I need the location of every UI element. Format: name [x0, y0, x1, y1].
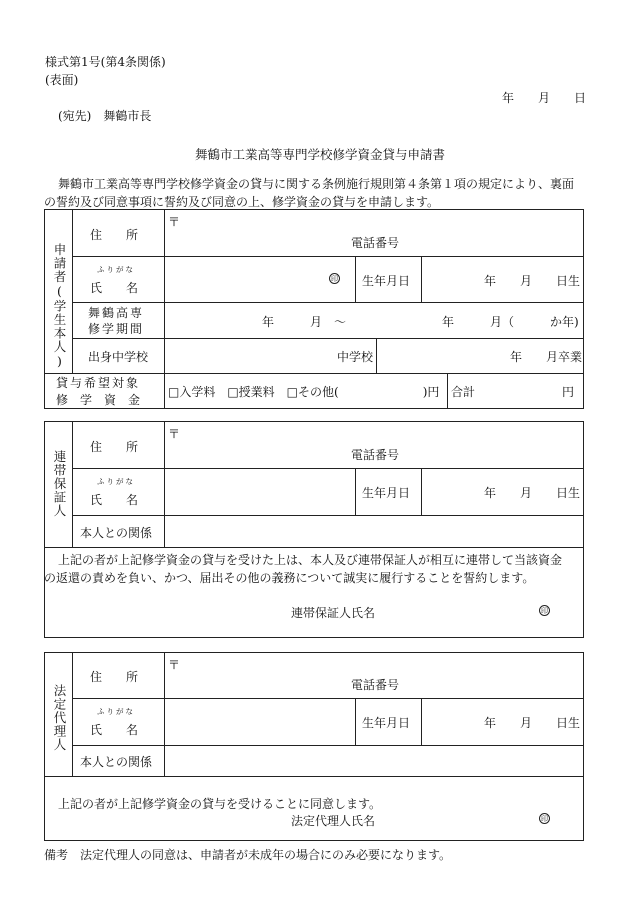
intro-line-1: 舞鶴市工業高等専門学校修学資金の貸与に関する条例施行規則第４条第１項の規定により、裏面 — [58, 177, 575, 191]
period-label-2: 修学期間 — [88, 322, 145, 336]
applicant-section-label: 申請者(学生本人) — [52, 243, 67, 370]
applicant-name-input[interactable] — [168, 260, 323, 298]
representative-relation-input[interactable] — [168, 749, 578, 773]
applicant-address-label: 住 所 — [90, 228, 139, 242]
study-period-value[interactable]: 年 月 〜 年 月（ か年) — [262, 315, 579, 329]
form-number: 様式第1号(第4条関係) — [45, 55, 166, 69]
guarantor-postal-mark: 〒 — [168, 427, 181, 441]
representative-birth-value[interactable]: 年 月 日生 — [484, 716, 581, 730]
representative-section-label: 法定代理人 — [52, 684, 67, 752]
school-suffix: 中学校 — [337, 350, 374, 364]
footer-note: 備考 法定代理人の同意は、申請者が未成年の場合にのみ必要になります。 — [44, 848, 452, 862]
guarantor-seal: 印 — [541, 607, 548, 615]
guarantor-address-label: 住 所 — [90, 440, 139, 454]
loan-options[interactable]: □入学料 □授業料 □その他( )円 — [168, 385, 440, 399]
guarantor-sign-label: 連帯保証人氏名 — [291, 606, 376, 620]
applicant-postal-mark: 〒 — [168, 215, 181, 229]
addressee: (宛先) 舞鶴市長 — [58, 109, 152, 123]
guarantor-phone-label: 電話番号 — [351, 448, 400, 462]
representative-name-label: 氏 名 — [90, 723, 139, 737]
representative-birth-label: 生年月日 — [362, 716, 411, 730]
representative-postal-mark: 〒 — [168, 658, 181, 672]
guarantor-section-label: 連帯保証人 — [52, 450, 67, 518]
guarantor-pledge-line-1: 上記の者が上記修学資金の貸与を受けた上は、本人及び連帯保証人が相互に連帯して当該資金 — [58, 553, 563, 567]
guarantor-pledge-line-2: の返還の責めを負い、かつ、届出その他の義務について誠実に履行することを誓約します。 — [44, 571, 535, 585]
guarantor-relation-label: 本人との関係 — [80, 526, 153, 540]
school-input[interactable] — [168, 342, 328, 370]
guarantor-name-label: 氏 名 — [90, 493, 139, 507]
representative-sign-label: 法定代理人氏名 — [291, 814, 376, 828]
applicant-name-label: 氏 名 — [90, 281, 139, 295]
guarantor-relation-input[interactable] — [168, 519, 578, 543]
school-label: 出身中学校 — [88, 350, 149, 364]
side-label: (表面) — [45, 73, 79, 87]
applicant-phone-label: 電話番号 — [351, 236, 400, 250]
representative-name-input[interactable] — [168, 702, 351, 741]
representative-relation-label: 本人との関係 — [80, 755, 153, 769]
date-field[interactable]: 年 月 日 — [502, 91, 587, 105]
guarantor-sign-input[interactable] — [385, 600, 535, 622]
representative-address-label: 住 所 — [90, 670, 139, 684]
applicant-birth-label: 生年月日 — [362, 274, 411, 288]
loan-label-1: 貸与希望対象 — [56, 376, 141, 390]
total-unit: 円 — [562, 385, 575, 399]
representative-furigana: ふりがな — [97, 707, 135, 716]
loan-label-2: 修 学 資 金 — [56, 393, 141, 407]
total-label: 合計 — [451, 385, 476, 399]
guarantor-birth-value[interactable]: 年 月 日生 — [484, 486, 581, 500]
intro-line-2: の誓約及び同意事項に誓約及び同意の上、修学資金の貸与を申請します。 — [44, 195, 440, 209]
page-title: 舞鶴市工業高等専門学校修学資金貸与申請書 — [195, 147, 446, 162]
guarantor-birth-label: 生年月日 — [362, 486, 411, 500]
representative-sign-input[interactable] — [385, 808, 535, 830]
applicant-birth-value[interactable]: 年 月 日生 — [484, 274, 581, 288]
applicant-furigana: ふりがな — [97, 265, 135, 274]
graduation-value[interactable]: 年 月卒業 — [510, 350, 583, 364]
guarantor-name-input[interactable] — [168, 472, 351, 511]
period-label-1: 舞鶴高専 — [88, 306, 145, 320]
representative-seal: 印 — [541, 815, 548, 823]
guarantor-furigana: ふりがな — [97, 477, 135, 486]
representative-phone-label: 電話番号 — [351, 678, 400, 692]
representative-consent: 上記の者が上記修学資金の貸与を受けることに同意します。 — [58, 797, 382, 811]
applicant-seal: 印 — [331, 275, 338, 283]
